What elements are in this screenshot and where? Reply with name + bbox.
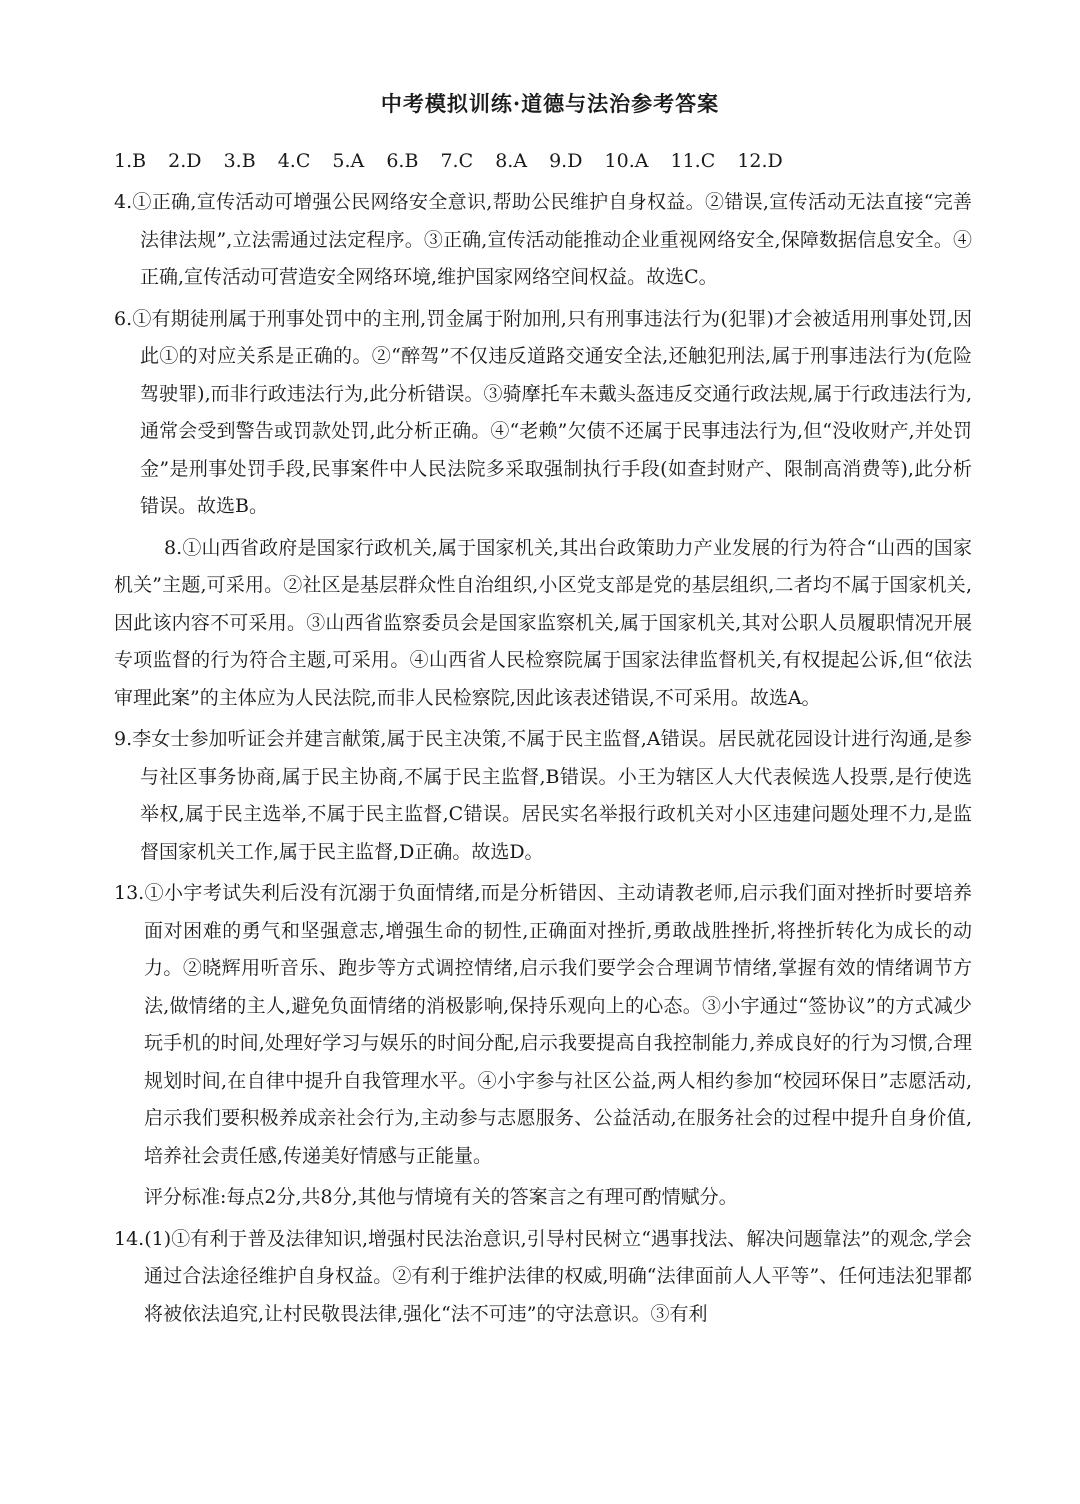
answer-item: 7.C: [440, 150, 474, 172]
page-title: 中考模拟训练·道德与法治参考答案: [380, 91, 720, 116]
scoring-standard-q13: 评分标准:每点2分,共8分,其他与情境有关的答案言之有理可酌情赋分。: [144, 1186, 738, 1208]
answer-item: 10.A: [604, 150, 649, 172]
explanation-q14: 14.(1)①有利于普及法律知识,增强村民法治意识,引导村民树立“遇事找法、解决问题靠法”的观念,学会通过合法途径维护自身权益。②有利于维护法律的权威,明确“法律面前人人平等”、任何违法犯罪都将被依法追究,让村民敬畏法律,强化“法不可违”的守法意识。③有利: [114, 1227, 972, 1325]
answer-item: 2.D: [168, 150, 202, 172]
answer-item: 5.A: [332, 150, 365, 172]
answer-item: 12.D: [737, 150, 783, 172]
answer-item: 9.D: [549, 150, 583, 172]
answer-key-row: [114, 142, 972, 180]
explanation-q4: 4.①正确,宣传活动可增强公民网络安全意识,帮助公民维护自身权益。②错误,宣传活动无法直接“完善法律法规”,立法需通过法定程序。③正确,宣传活动能推动企业重视网络安全,保障数据信息安全。④正确,宣传活动可营造安全网络环境,维护国家网络空间权益。故选C。: [114, 191, 972, 288]
answer-item: 3.B: [223, 150, 256, 172]
explanation-q6: 6.①有期徒刑属于刑事处罚中的主刑,罚金属于附加刑,只有刑事违法行为(犯罪)才会被适用刑事处罚,因此①的对应关系是正确的。②“醉驾”不仅违反道路交通安全法,还触犯刑法,属于刑事违法行为(危险驾驶罪),而非行政违法行为,此分析错误。③骑摩托车未戴头盔违反交通行政法规,属于行政违法行为,通常会受到警告或罚款处罚,此分析正确。④“老赖”欠债不还属于民事违法行为,但“没收财产,并处罚金”是刑事处罚手段,民事案件中人民法院多采取强制执行手段(如查封财产、限制高消费等),此分析错误。故选B。: [114, 307, 972, 517]
answer-item: 1.B: [114, 150, 147, 172]
answer-item: 4.C: [277, 150, 311, 172]
explanation-q8: 8.①山西省政府是国家行政机关,属于国家机关,其出台政策助力产业发展的行为符合“山西的国家机关”主题,可采用。②社区是基层群众性自治组织,小区党支部是党的基层组织,二者均不属于国家机关,因此该内容不可采用。③山西省监察委员会是国家监察机关,属于国家机关,其对公职人员履职情况开展专项监督的行为符合主题,可采用。④山西省人民检察院属于国家法律监督机关,有权提起公诉,但“依法审理此案”的主体应为人民法院,而非人民检察院,因此该表述错误,不可采用。故选A。: [114, 536, 972, 709]
answer-item: 6.B: [386, 150, 419, 172]
explanation-q9: 9.李女士参加听证会并建言献策,属于民主决策,不属于民主监督,A错误。居民就花园设计进行沟通,是参与社区事务协商,属于民主协商,不属于民主监督,B错误。小王为辖区人大代表候选人投票,是行使选举权,属于民主选举,不属于民主监督,C错误。居民实名举报行政机关对小区违建问题处理不力,是监督国家机关工作,属于民主监督,D正确。故选D。: [114, 728, 972, 863]
explanation-q13: 13.①小宇考试失利后没有沉溺于负面情绪,而是分析错因、主动请教老师,启示我们面对挫折时要培养面对困难的勇气和坚强意志,增强生命的韧性,正确面对挫折,勇敢战胜挫折,将挫折转化为成长的动力。②晓辉用听音乐、跑步等方式调控情绪,启示我们要学会合理调节情绪,掌握有效的情绪调节方法,做情绪的主人,避免负面情绪的消极影响,保持乐观向上的心态。③小宇通过“签协议”的方式减少玩手机的时间,处理好学习与娱乐的时间分配,启示我要提高自我控制能力,养成良好的行为习惯,合理规划时间,在自律中提升自我管理水平。④小宇参与社区公益,两人相约参加“校园环保日”志愿活动,启示我们要积极养成亲社会行为,主动参与志愿服务、公益活动,在服务社会的过程中提升自身价值,培养社会责任感,传递美好情感与正能量。: [114, 882, 972, 1167]
answer-item: 8.A: [495, 150, 528, 172]
answer-item: 11.C: [670, 150, 716, 172]
